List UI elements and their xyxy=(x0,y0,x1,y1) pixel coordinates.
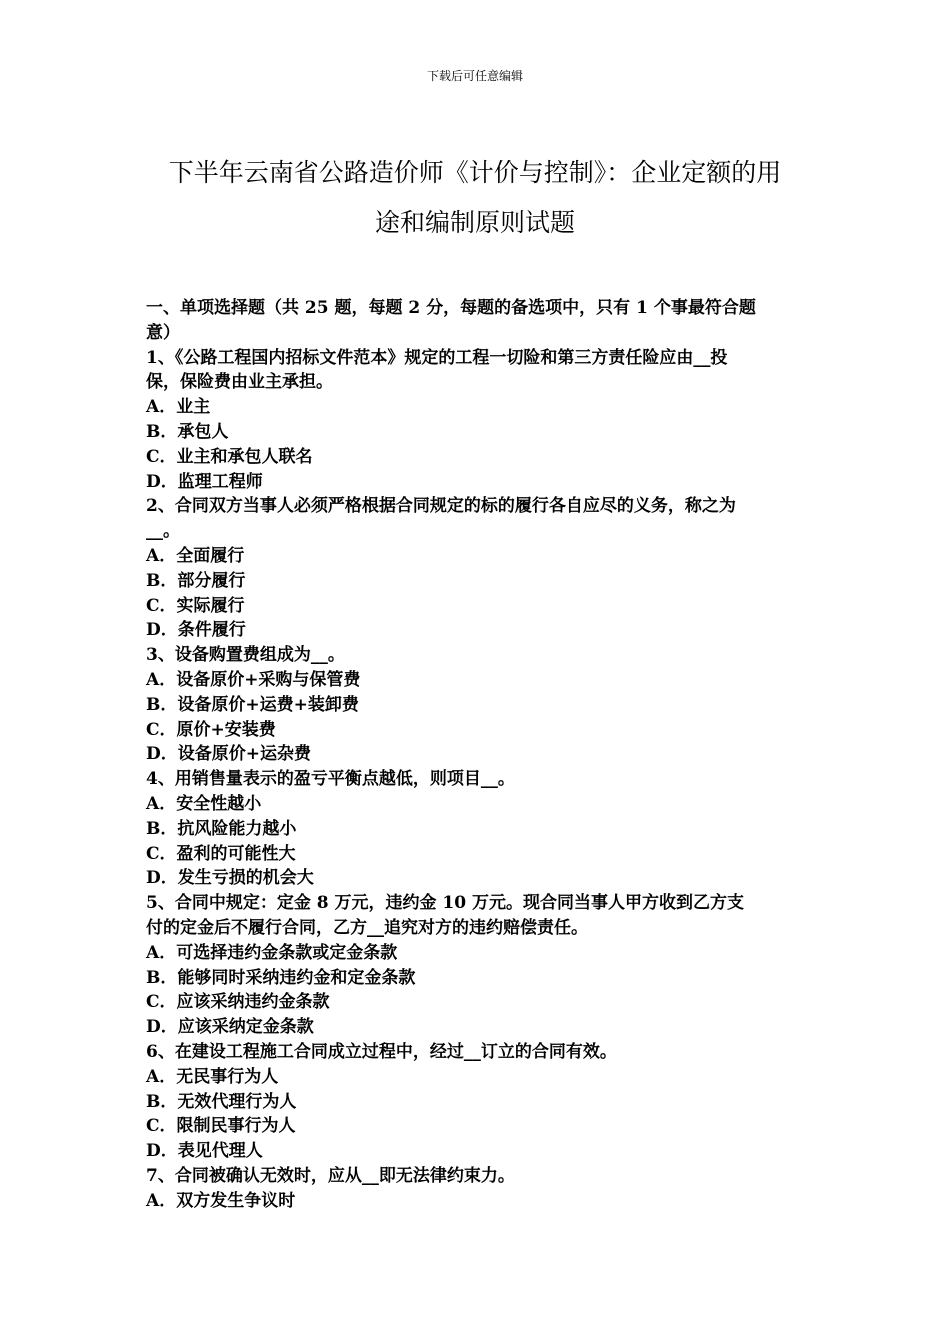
q7-option-a: A．双方发生争议时 xyxy=(146,1190,296,1211)
section-heading: 一、单项选择题（共 25 题，每题 2 分，每题的备选项中，只有 1 个事最符合题 xyxy=(146,298,756,318)
q3-option-b: B．设备原价+运费+装卸费 xyxy=(146,694,359,715)
question-1: 1、《公路工程国内招标文件范本》规定的工程一切险和第三方责任险应由__投 xyxy=(146,347,728,368)
q6-option-b: B．无效代理行为人 xyxy=(146,1091,297,1112)
q1-option-d: D．监理工程师 xyxy=(146,471,263,492)
question-7: 7、合同被确认无效时，应从__即无法律约束力。 xyxy=(146,1165,515,1186)
q2-option-a: A．全面履行 xyxy=(146,545,245,566)
q5-option-a: A．可选择违约金条款或定金条款 xyxy=(146,942,398,963)
q1-option-c: C．业主和承包人联名 xyxy=(146,446,313,467)
q5-option-d: D．应该采纳定金条款 xyxy=(146,1017,314,1038)
q5-option-c: C．应该采纳违约金条款 xyxy=(146,992,330,1013)
question-2-cont: __。 xyxy=(146,521,180,542)
q6-option-d: D．表见代理人 xyxy=(146,1141,263,1162)
q2-option-d: D．条件履行 xyxy=(146,620,246,641)
q3-option-a: A．设备原价+采购与保管费 xyxy=(146,669,361,690)
q2-option-c: C．实际履行 xyxy=(146,595,245,616)
q1-option-a: A．业主 xyxy=(146,397,211,418)
title-line-1: 下半年云南省公路造价师《计价与控制》：企业定额的用 xyxy=(168,158,782,187)
q3-option-d: D．设备原价+运杂费 xyxy=(146,744,311,765)
q5-option-b: B．能够同时采纳违约金和定金条款 xyxy=(146,967,416,988)
question-6: 6、在建设工程施工合同成立过程中，经过__订立的合同有效。 xyxy=(146,1041,617,1062)
q4-option-a: A．安全性越小 xyxy=(146,793,262,814)
section-heading-cont: 意） xyxy=(146,322,180,343)
question-3: 3、设备购置费组成为__。 xyxy=(146,645,345,666)
q3-option-c: C．原价+安装费 xyxy=(146,719,276,740)
q6-option-a: A．无民事行为人 xyxy=(146,1066,279,1087)
question-2: 2、合同双方当事人必须严格根据合同规定的标的履行各自应尽的义务，称之为 xyxy=(146,496,736,517)
question-4: 4、用销售量表示的盈亏平衡点越低，则项目__。 xyxy=(146,769,515,790)
question-5: 5、合同中规定：定金 8 万元，违约金 10 万元。现合同当事人甲方收到乙方支 xyxy=(146,893,744,914)
question-1-cont: 保，保险费由业主承担。 xyxy=(146,372,333,393)
q4-option-c: C．盈利的可能性大 xyxy=(146,843,296,864)
question-5-cont: 付的定金后不履行合同，乙方__追究对方的违约赔偿责任。 xyxy=(146,917,588,938)
document-title xyxy=(130,148,820,248)
q6-option-c: C．限制民事行为人 xyxy=(146,1116,296,1137)
q2-option-b: B．部分履行 xyxy=(146,570,246,591)
question-body xyxy=(146,296,810,1213)
title-line-2: 途和编制原则试题 xyxy=(374,208,575,237)
header-note: 下载后可任意编辑 xyxy=(426,69,523,83)
q4-option-b: B．抗风险能力越小 xyxy=(146,818,297,839)
q1-option-b: B．承包人 xyxy=(146,421,229,442)
q4-option-d: D．发生亏损的机会大 xyxy=(146,868,314,889)
